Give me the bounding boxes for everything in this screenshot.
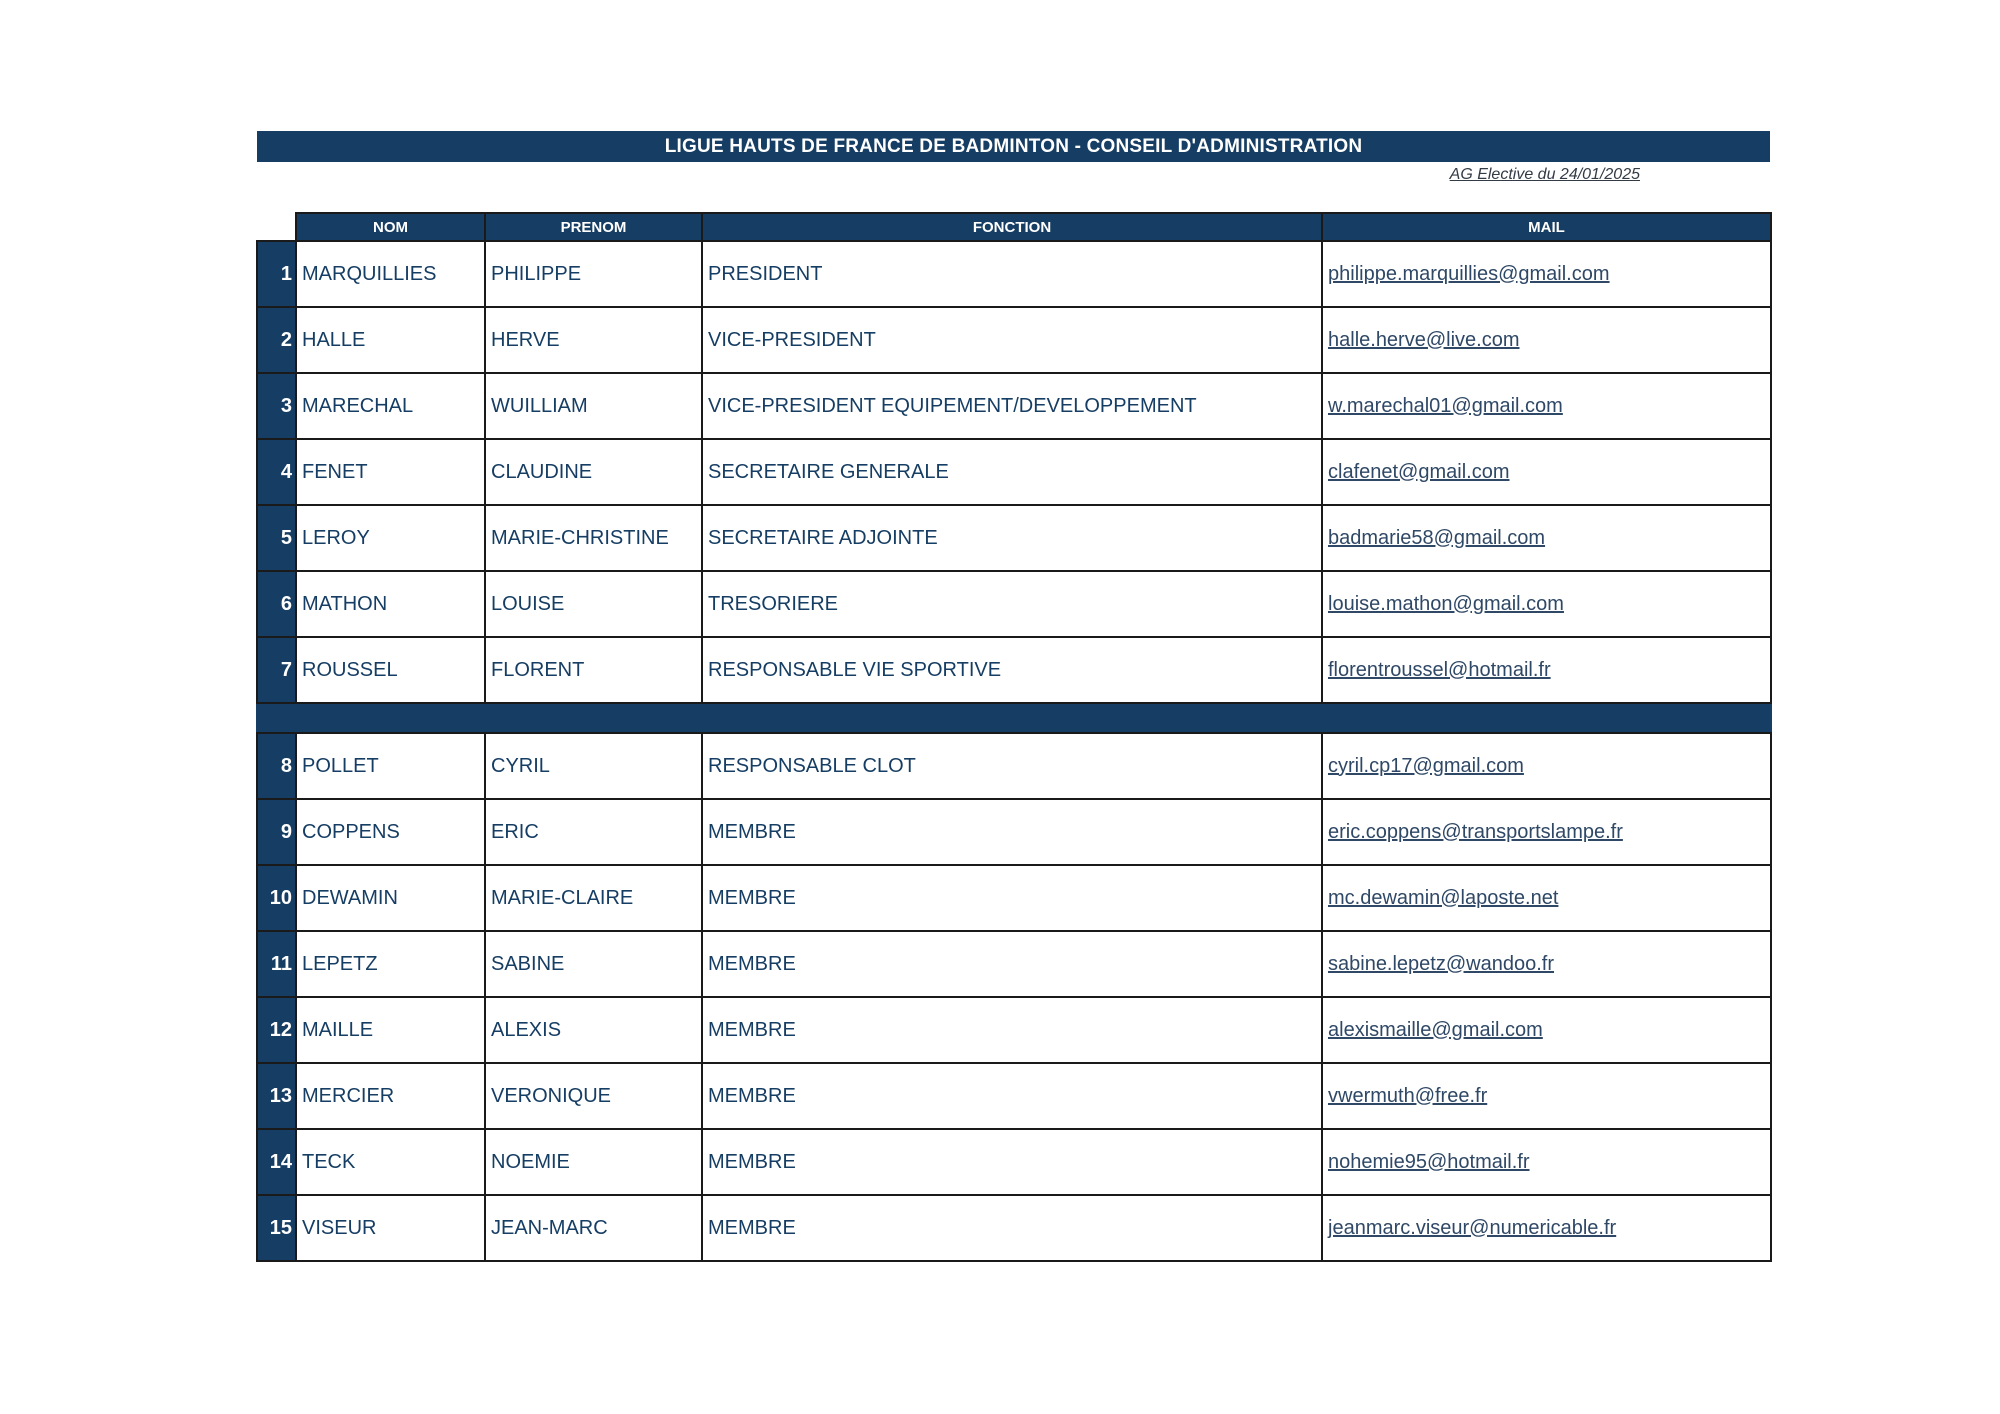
cell-prenom: CYRIL [485, 733, 702, 799]
cell-mail-link[interactable]: florentroussel@hotmail.fr [1322, 637, 1771, 703]
row-number: 15 [257, 1195, 296, 1261]
column-header-prenom: PRENOM [485, 213, 702, 241]
row-number: 9 [257, 799, 296, 865]
cell-prenom: VERONIQUE [485, 1063, 702, 1129]
row-number: 7 [257, 637, 296, 703]
cell-nom: LEROY [296, 505, 485, 571]
table-row [257, 571, 1771, 637]
row-number: 11 [257, 931, 296, 997]
cell-fonction: RESPONSABLE CLOT [702, 733, 1322, 799]
cell-mail-link[interactable]: halle.herve@live.com [1322, 307, 1771, 373]
cell-prenom: MARIE-CLAIRE [485, 865, 702, 931]
cell-mail-link[interactable]: clafenet@gmail.com [1322, 439, 1771, 505]
row-number: 6 [257, 571, 296, 637]
table-row [257, 505, 1771, 571]
table-row [257, 307, 1771, 373]
cell-mail-link[interactable]: eric.coppens@transportslampe.fr [1322, 799, 1771, 865]
cell-mail-link[interactable]: badmarie58@gmail.com [1322, 505, 1771, 571]
cell-nom: FENET [296, 439, 485, 505]
cell-mail-link[interactable]: vwermuth@free.fr [1322, 1063, 1771, 1129]
cell-prenom: JEAN-MARC [485, 1195, 702, 1261]
board-members-table [256, 212, 1772, 1262]
table-row [257, 931, 1771, 997]
cell-fonction: VICE-PRESIDENT [702, 307, 1322, 373]
cell-prenom: HERVE [485, 307, 702, 373]
cell-fonction: SECRETAIRE GENERALE [702, 439, 1322, 505]
table-row [257, 373, 1771, 439]
cell-prenom: LOUISE [485, 571, 702, 637]
cell-mail-link[interactable]: nohemie95@hotmail.fr [1322, 1129, 1771, 1195]
table-row [257, 865, 1771, 931]
cell-nom: MAILLE [296, 997, 485, 1063]
cell-fonction: MEMBRE [702, 1195, 1322, 1261]
cell-prenom: CLAUDINE [485, 439, 702, 505]
table-row [257, 997, 1771, 1063]
row-number: 1 [257, 241, 296, 307]
cell-fonction: MEMBRE [702, 997, 1322, 1063]
cell-prenom: ALEXIS [485, 997, 702, 1063]
cell-fonction: TRESORIERE [702, 571, 1322, 637]
cell-nom: HALLE [296, 307, 485, 373]
cell-nom: LEPETZ [296, 931, 485, 997]
row-number: 10 [257, 865, 296, 931]
cell-prenom: PHILIPPE [485, 241, 702, 307]
row-number: 4 [257, 439, 296, 505]
row-number: 8 [257, 733, 296, 799]
cell-fonction: MEMBRE [702, 865, 1322, 931]
cell-prenom: NOEMIE [485, 1129, 702, 1195]
cell-mail-link[interactable]: sabine.lepetz@wandoo.fr [1322, 931, 1771, 997]
cell-fonction: PRESIDENT [702, 241, 1322, 307]
cell-mail-link[interactable]: philippe.marquillies@gmail.com [1322, 241, 1771, 307]
cell-mail-link[interactable]: w.marechal01@gmail.com [1322, 373, 1771, 439]
table-row [257, 439, 1771, 505]
row-number: 14 [257, 1129, 296, 1195]
column-header-mail: MAIL [1322, 213, 1771, 241]
table-row [257, 799, 1771, 865]
row-number: 2 [257, 307, 296, 373]
table-row [257, 1195, 1771, 1261]
cell-mail-link[interactable]: louise.mathon@gmail.com [1322, 571, 1771, 637]
row-number: 12 [257, 997, 296, 1063]
cell-fonction: SECRETAIRE ADJOINTE [702, 505, 1322, 571]
cell-mail-link[interactable]: jeanmarc.viseur@numericable.fr [1322, 1195, 1771, 1261]
cell-prenom: SABINE [485, 931, 702, 997]
cell-prenom: WUILLIAM [485, 373, 702, 439]
cell-fonction: VICE-PRESIDENT EQUIPEMENT/DEVELOPPEMENT [702, 373, 1322, 439]
table-row [257, 733, 1771, 799]
separator-bar [257, 703, 1771, 733]
cell-nom: MARQUILLIES [296, 241, 485, 307]
table-row [257, 1063, 1771, 1129]
cell-nom: TECK [296, 1129, 485, 1195]
cell-nom: POLLET [296, 733, 485, 799]
cell-prenom: ERIC [485, 799, 702, 865]
table-header-row [257, 213, 1771, 241]
cell-nom: MERCIER [296, 1063, 485, 1129]
cell-prenom: FLORENT [485, 637, 702, 703]
group-separator-row [257, 703, 1771, 733]
document-subtitle: AG Elective du 24/01/2025 [1449, 166, 1640, 183]
column-header-nom: NOM [296, 213, 485, 241]
table-body [257, 241, 1771, 1261]
cell-mail-link[interactable]: mc.dewamin@laposte.net [1322, 865, 1771, 931]
row-number: 5 [257, 505, 296, 571]
cell-fonction: MEMBRE [702, 799, 1322, 865]
cell-fonction: RESPONSABLE VIE SPORTIVE [702, 637, 1322, 703]
row-number: 3 [257, 373, 296, 439]
cell-nom: VISEUR [296, 1195, 485, 1261]
cell-nom: ROUSSEL [296, 637, 485, 703]
cell-fonction: MEMBRE [702, 1129, 1322, 1195]
table-row [257, 241, 1771, 307]
row-number: 13 [257, 1063, 296, 1129]
cell-nom: DEWAMIN [296, 865, 485, 931]
cell-nom: COPPENS [296, 799, 485, 865]
cell-fonction: MEMBRE [702, 931, 1322, 997]
cell-mail-link[interactable]: cyril.cp17@gmail.com [1322, 733, 1771, 799]
column-header-fonction: FONCTION [702, 213, 1322, 241]
document-title: LIGUE HAUTS DE FRANCE DE BADMINTON - CONSEIL D'ADMINISTRATION [257, 131, 1770, 162]
cell-fonction: MEMBRE [702, 1063, 1322, 1129]
table-row [257, 637, 1771, 703]
cell-nom: MARECHAL [296, 373, 485, 439]
header-blank-cell [257, 213, 296, 241]
table-row [257, 1129, 1771, 1195]
cell-prenom: MARIE-CHRISTINE [485, 505, 702, 571]
cell-nom: MATHON [296, 571, 485, 637]
cell-mail-link[interactable]: alexismaille@gmail.com [1322, 997, 1771, 1063]
